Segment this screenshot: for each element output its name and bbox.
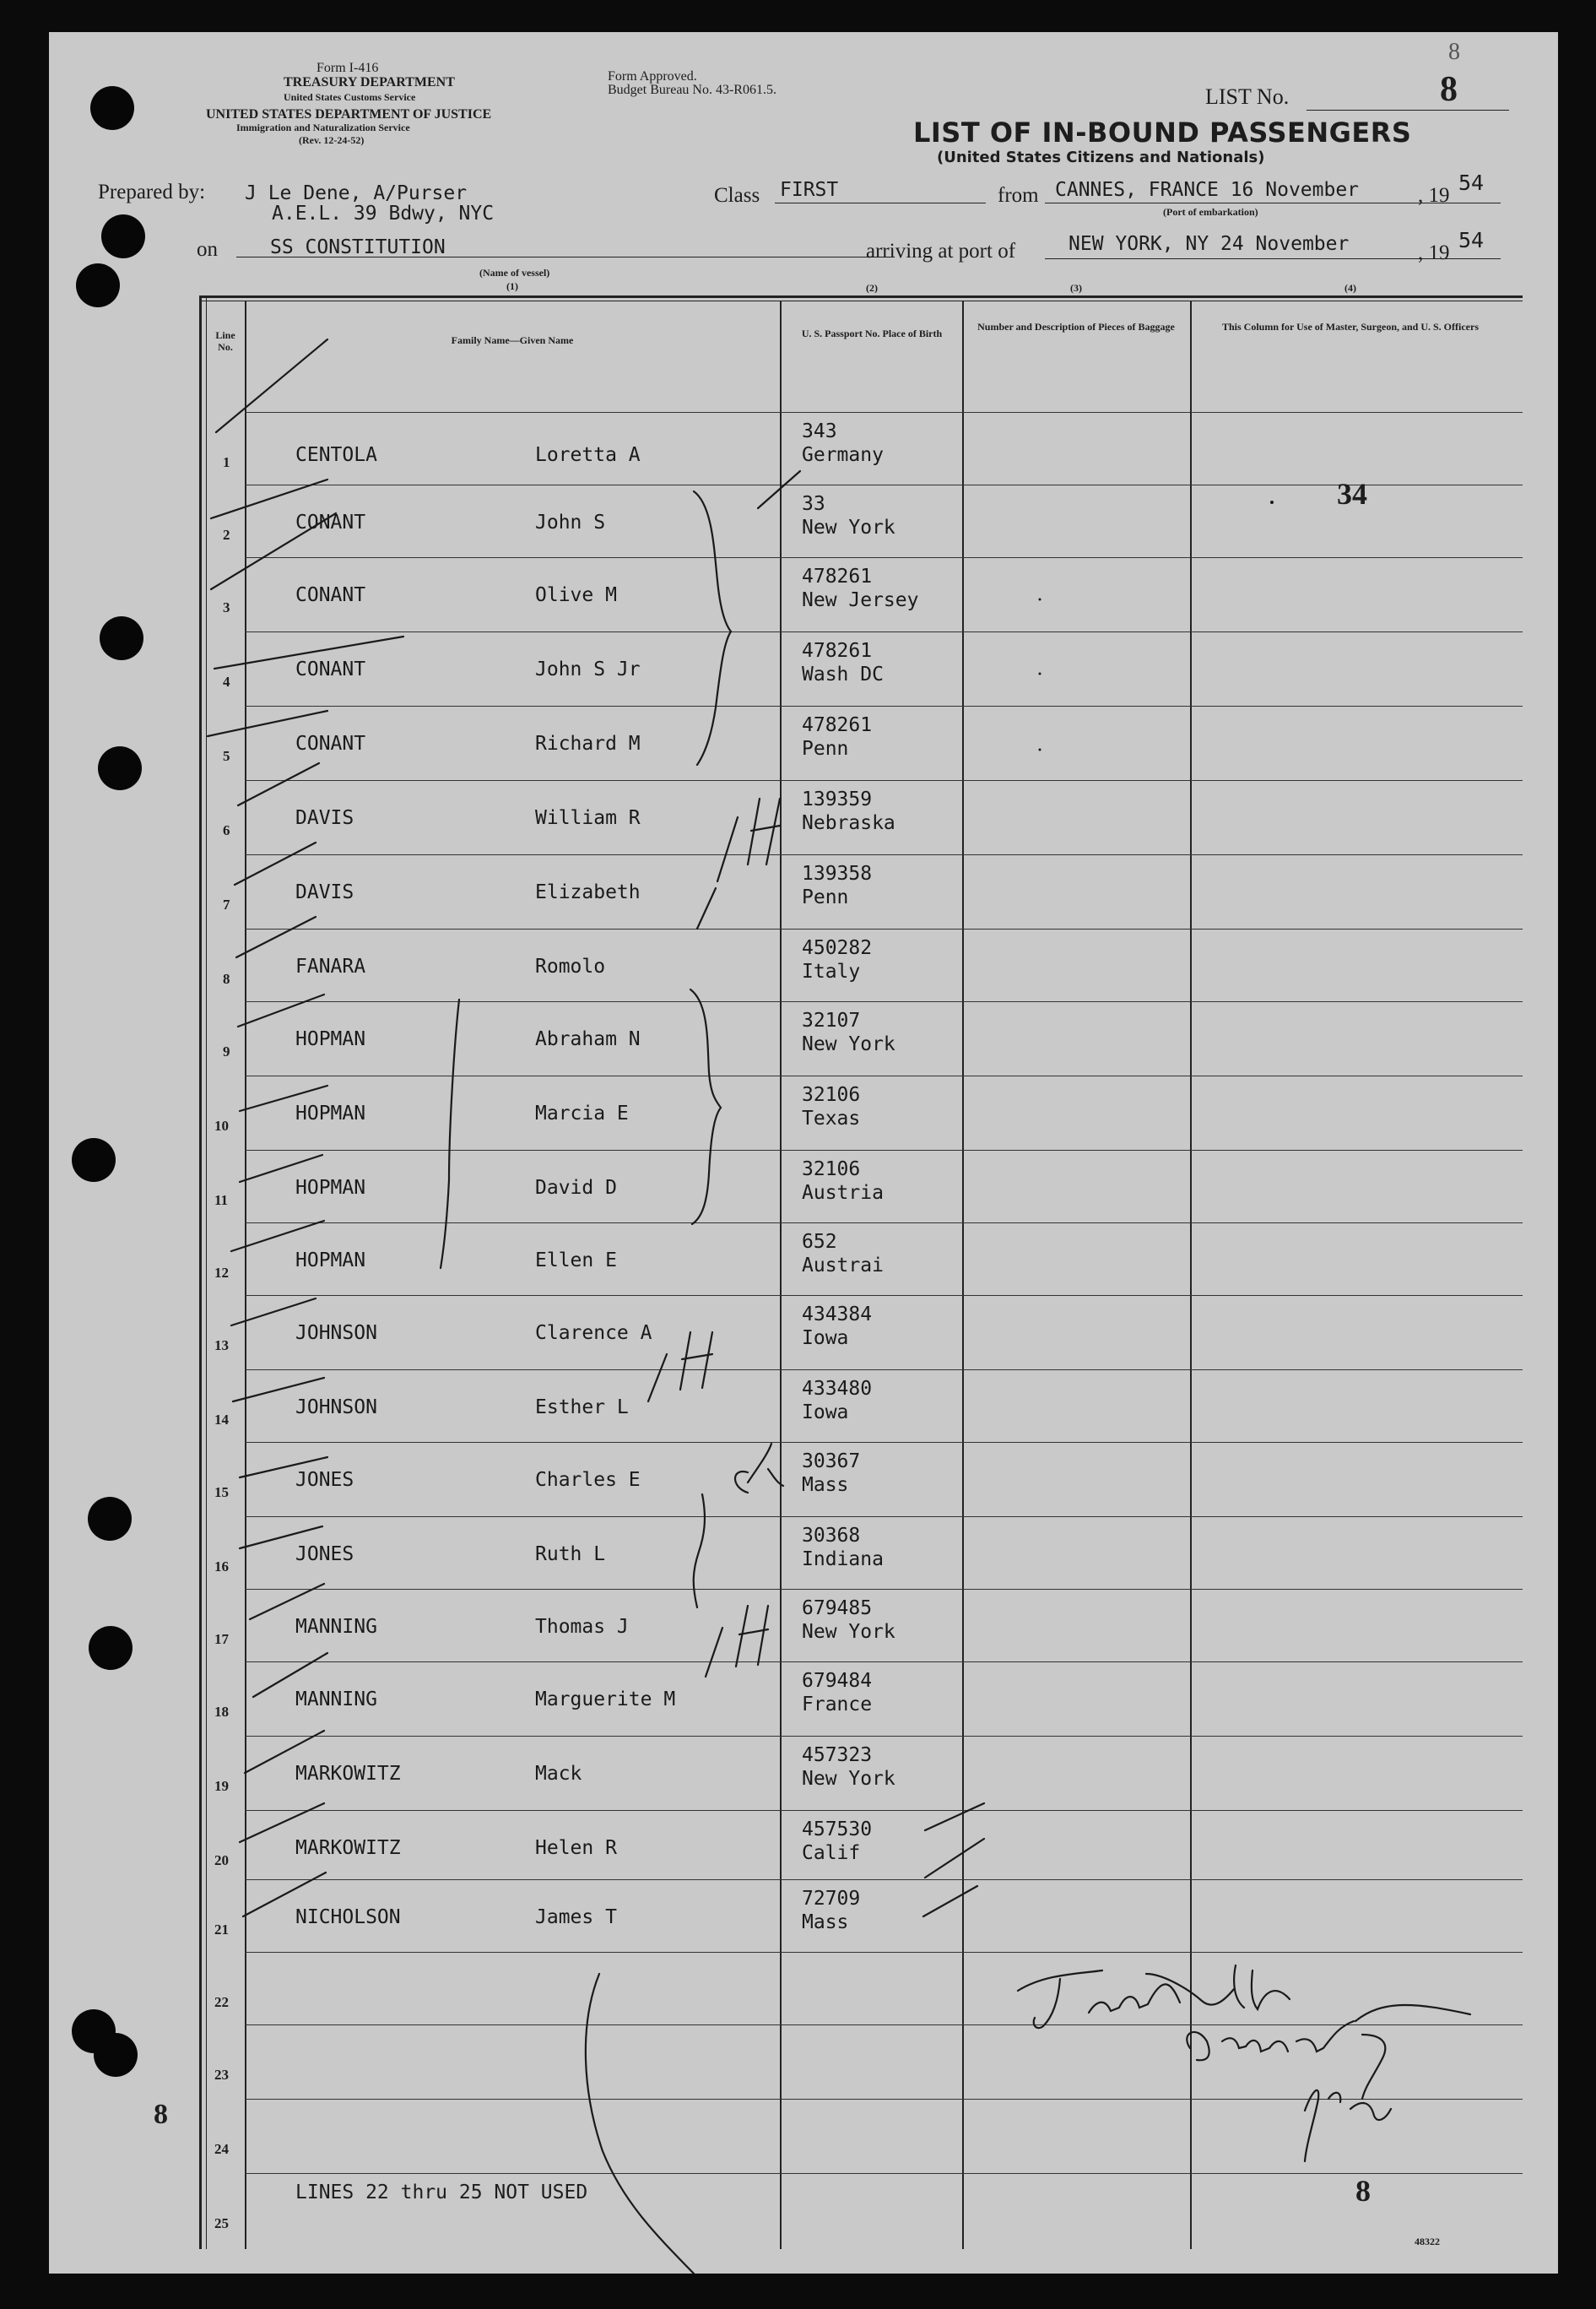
place-of-birth: New Jersey <box>802 589 919 611</box>
line-number: 13 <box>214 1337 229 1353</box>
check-mark <box>240 1803 324 1842</box>
one-hh-mark <box>648 1354 667 1401</box>
place-of-birth: Germany <box>802 444 884 466</box>
line-number: 24 <box>214 2141 229 2157</box>
given-name: Helen R <box>535 1837 617 1859</box>
given-name: William R <box>535 807 641 829</box>
passport-number: 457323 <box>802 1744 873 1766</box>
given-name: David D <box>535 1177 617 1199</box>
place-of-birth: Mass <box>802 1474 849 1496</box>
line-number: 5 <box>223 748 230 764</box>
line-number: 12 <box>214 1265 229 1281</box>
check-mark <box>253 1653 327 1697</box>
passport-number: 679484 <box>802 1670 873 1692</box>
family-name: JONES <box>295 1469 354 1491</box>
line-number: 21 <box>214 1921 229 1938</box>
passport-number: 652 <box>802 1231 837 1253</box>
line-number: 11 <box>214 1192 229 1208</box>
line-number: 6 <box>223 822 230 838</box>
place-of-birth: Iowa <box>802 1401 849 1423</box>
check-mark <box>214 637 403 669</box>
family-brace <box>690 989 721 1224</box>
place-of-birth: Austria <box>802 1182 884 1204</box>
family-name: HOPMAN <box>295 1249 366 1271</box>
family-name: JONES <box>295 1543 354 1565</box>
arriving-year-prefix: , 19 <box>1418 241 1450 264</box>
line-number: 8 <box>223 971 230 987</box>
budget-bureau: Budget Bureau No. 43-R061.5. <box>608 83 776 97</box>
passport-number: 32107 <box>802 1010 861 1032</box>
place-of-birth: Nebraska <box>802 812 895 834</box>
family-name: HOPMAN <box>295 1177 366 1199</box>
prepared-by-label: Prepared by: <box>98 181 206 203</box>
passport-number: 32106 <box>802 1158 861 1180</box>
from-value: CANNES, FRANCE 16 November <box>1055 179 1360 201</box>
line-number: 4 <box>223 674 230 690</box>
dept-treasury: TREASURY DEPARTMENT <box>284 75 455 89</box>
given-name: Olive M <box>535 584 617 606</box>
check-mark <box>233 1378 324 1401</box>
line-number: 20 <box>214 1852 229 1868</box>
check-mark <box>240 1526 322 1548</box>
family-name: MARKOWITZ <box>295 1763 401 1785</box>
check-mark <box>211 513 336 589</box>
prepared-by-name: J Le Dene, A/Purser <box>245 182 468 204</box>
one-hh-mark <box>748 799 760 865</box>
check-mark <box>697 888 716 929</box>
line-number: 10 <box>214 1118 229 1134</box>
col-name: Family Name—Given Name <box>451 334 574 346</box>
check-mark <box>925 1803 984 1830</box>
check-mark <box>211 480 327 518</box>
pencil-dot <box>1039 749 1041 751</box>
form-approved: Form Approved. <box>608 69 697 84</box>
family-name: CONANT <box>295 512 366 534</box>
check-mark <box>238 995 324 1027</box>
pencil-stroke <box>758 471 800 508</box>
form-number: Form I-416 <box>316 61 379 75</box>
check-mark <box>231 1221 324 1251</box>
line-number: 18 <box>214 1704 229 1720</box>
revision-date: (Rev. 12-24-52) <box>299 134 365 146</box>
family-name: CONANT <box>295 584 366 606</box>
check-mark <box>925 1839 984 1878</box>
line-number: 17 <box>214 1631 229 1647</box>
family-name: CONANT <box>295 659 366 680</box>
check-mark <box>245 1731 324 1773</box>
line-number: 3 <box>223 599 230 615</box>
officer-signature <box>1305 2090 1391 2161</box>
one-hh-mark <box>758 1606 768 1665</box>
family-name: NICHOLSON <box>295 1906 401 1928</box>
check-mark <box>240 1155 322 1182</box>
family-name: DAVIS <box>295 881 354 903</box>
family-name: MANNING <box>295 1616 377 1638</box>
given-name: Ruth L <box>535 1543 606 1565</box>
pencil-dot <box>1270 501 1274 504</box>
place-of-birth: Wash DC <box>802 664 884 686</box>
dept-treasury-sub: United States Customs Service <box>284 91 416 103</box>
given-name: Elizabeth <box>535 881 641 903</box>
list-no-value: 8 <box>1440 70 1458 109</box>
from-year-suffix: 54 <box>1458 171 1485 195</box>
passport-number: 478261 <box>802 566 873 588</box>
passport-number: 139358 <box>802 863 873 885</box>
passport-number: 343 <box>802 420 837 442</box>
given-name: Charles E <box>535 1469 641 1491</box>
line-number: 23 <box>214 2067 229 2083</box>
check-mark <box>240 1086 327 1111</box>
one-hh-mark <box>766 799 780 865</box>
line-number: 15 <box>214 1484 229 1500</box>
footer-number: 8 <box>1355 2174 1371 2208</box>
place-of-birth: Calif <box>802 1842 861 1864</box>
given-name: Richard M <box>535 733 641 755</box>
one-hh-mark <box>706 1628 722 1677</box>
passport-number: 33 <box>802 493 825 515</box>
family-name: HOPMAN <box>295 1103 366 1125</box>
officer-signature <box>1018 1965 1290 2028</box>
line-number: 19 <box>214 1778 229 1794</box>
place-of-birth: New York <box>802 1621 895 1643</box>
check-mark <box>243 1873 326 1916</box>
family-name: MANNING <box>295 1688 377 1710</box>
family-name: JOHNSON <box>295 1396 377 1418</box>
place-of-birth: Indiana <box>802 1548 884 1570</box>
given-name: Marcia E <box>535 1103 629 1125</box>
place-of-birth: New York <box>802 1033 895 1055</box>
vessel-caption: (Name of vessel) <box>479 267 550 279</box>
check-mark <box>231 1298 316 1325</box>
prepared-by-address: A.E.L. 39 Bdwy, NYC <box>272 203 495 225</box>
given-name: Mack <box>535 1763 582 1785</box>
passport-number: 478261 <box>802 640 873 662</box>
family-name: FANARA <box>295 956 366 978</box>
check-mark <box>208 711 327 736</box>
pencil-dot <box>1039 673 1041 675</box>
given-name: Thomas J <box>535 1616 629 1638</box>
col-officers: This Column for Use of Master, Surgeon, and U. S. Officers <box>1221 321 1479 333</box>
family-brace <box>694 1494 705 1607</box>
passport-number: 32106 <box>802 1084 861 1106</box>
class-label: Class <box>714 184 760 207</box>
col-baggage-number: (3) <box>1070 282 1082 294</box>
place-of-birth: Mass <box>802 1911 849 1933</box>
check-mark <box>238 763 319 805</box>
passport-number: 450282 <box>802 937 873 959</box>
col-line-no: Line No. <box>215 329 235 353</box>
line-number: 22 <box>214 1994 229 2010</box>
passport-number: 478261 <box>802 714 873 736</box>
place-of-birth: New York <box>802 517 895 539</box>
from-label: from <box>998 184 1039 207</box>
from-year-prefix: , 19 <box>1418 184 1450 207</box>
list-subtitle: (United States Citizens and Nationals) <box>937 149 1265 166</box>
place-of-birth: Italy <box>802 961 861 983</box>
col-passport: U. S. Passport No. Place of Birth <box>801 328 943 339</box>
arriving-year-suffix: 54 <box>1458 228 1485 252</box>
given-name: Clarence A <box>535 1322 652 1344</box>
passport-number: 679485 <box>802 1597 873 1619</box>
passport-number: 139359 <box>802 789 873 810</box>
one-hh-mark <box>702 1332 712 1388</box>
family-name: DAVIS <box>295 807 354 829</box>
line-number: 25 <box>214 2215 229 2231</box>
two-h-mark <box>735 1444 783 1493</box>
given-name: James T <box>535 1906 617 1928</box>
line-number: 1 <box>223 454 230 470</box>
port-embarkation-caption: (Port of embarkation) <box>1163 206 1258 218</box>
given-name: Esther L <box>535 1396 629 1418</box>
arriving-value: NEW YORK, NY 24 November <box>1069 233 1350 255</box>
passport-number: 72709 <box>802 1888 861 1910</box>
place-of-birth: New York <box>802 1768 895 1790</box>
place-of-birth: Texas <box>802 1108 861 1130</box>
passport-number: 457530 <box>802 1818 873 1840</box>
line-number: 9 <box>223 1043 230 1060</box>
passport-number: 30367 <box>802 1450 861 1472</box>
family-brace <box>694 491 731 765</box>
check-mark <box>235 843 316 885</box>
place-of-birth: Penn <box>802 886 849 908</box>
officer-signature <box>1187 2005 1470 2099</box>
family-name: JOHNSON <box>295 1322 377 1344</box>
passport-number: 434384 <box>802 1304 873 1325</box>
dept-justice: UNITED STATES DEPARTMENT OF JUSTICE <box>206 107 492 122</box>
margin-number: 8 <box>154 2099 168 2130</box>
family-name: HOPMAN <box>295 1028 366 1050</box>
one-hh-mark <box>736 1606 748 1667</box>
col-baggage: Number and Description of Pieces of Baggage <box>977 321 1175 333</box>
arriving-label: arriving at port of <box>866 240 1016 263</box>
given-name: Loretta A <box>535 444 641 466</box>
given-name: Ellen E <box>535 1249 617 1271</box>
line-number: 14 <box>214 1412 229 1428</box>
line-number: 7 <box>223 897 230 913</box>
check-mark <box>250 1584 324 1619</box>
list-no-pencil: 8 <box>1448 39 1460 65</box>
line-number: 2 <box>223 527 230 543</box>
place-of-birth: France <box>802 1694 873 1715</box>
family-name: MARKOWITZ <box>295 1837 401 1859</box>
officer-count: 34 <box>1337 477 1367 511</box>
family-bracket <box>441 1000 459 1268</box>
col-officers-number: (4) <box>1344 282 1356 294</box>
passport-number: 433480 <box>802 1378 873 1400</box>
passport-number: 30368 <box>802 1525 861 1547</box>
given-name: John S Jr <box>535 659 641 680</box>
col-passport-number: (2) <box>866 282 878 294</box>
handwritten-marks <box>49 32 1558 2274</box>
pencil-loop <box>586 1974 694 2274</box>
line-number: 16 <box>214 1558 229 1575</box>
check-mark <box>216 339 327 432</box>
given-name: Romolo <box>535 956 606 978</box>
place-of-birth: Austrai <box>802 1255 884 1276</box>
one-hh-mark <box>717 817 738 881</box>
vessel-col-number: (1) <box>506 280 518 292</box>
place-of-birth: Penn <box>802 738 849 760</box>
class-value: FIRST <box>780 179 839 201</box>
check-mark <box>240 1457 327 1477</box>
form-code: 48322 <box>1415 2236 1440 2247</box>
pencil-dot <box>1039 599 1041 601</box>
given-name: Marguerite M <box>535 1688 676 1710</box>
one-hh-mark <box>680 1332 690 1390</box>
document-page <box>49 32 1558 2274</box>
check-mark <box>236 917 316 957</box>
place-of-birth: Iowa <box>802 1327 849 1349</box>
footer-not-used: LINES 22 thru 25 NOT USED <box>295 2182 588 2203</box>
list-no-label: LIST No. <box>1205 84 1290 109</box>
given-name: Abraham N <box>535 1028 641 1050</box>
given-name: John S <box>535 512 606 534</box>
list-title: LIST OF IN-BOUND PASSENGERS <box>913 117 1412 149</box>
vessel-value: SS CONSTITUTION <box>270 236 446 258</box>
family-name: CENTOLA <box>295 444 377 466</box>
check-mark <box>923 1886 977 1916</box>
family-name: CONANT <box>295 733 366 755</box>
on-label: on <box>197 238 218 261</box>
dept-justice-sub: Immigration and Naturalization Service <box>236 122 410 133</box>
